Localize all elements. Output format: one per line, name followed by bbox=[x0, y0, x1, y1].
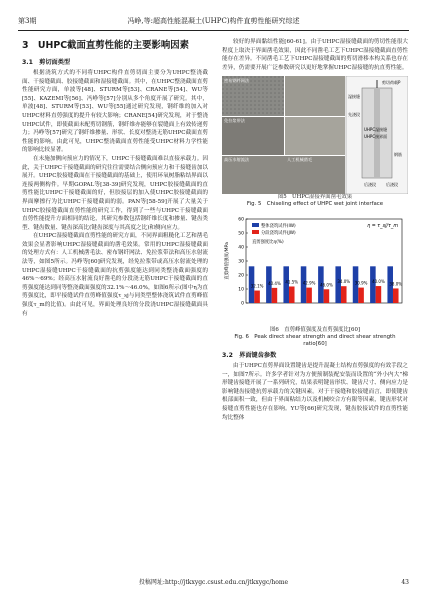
legend-label: 整体浇筑试件(IW) bbox=[261, 224, 296, 230]
left-column bbox=[22, 38, 208, 318]
figure-5-photos bbox=[222, 76, 408, 194]
panel-label: 密布钢纤网法 bbox=[224, 78, 250, 84]
page-header bbox=[18, 14, 409, 28]
right-column bbox=[222, 38, 408, 422]
ratio-label: 38.0% bbox=[389, 281, 403, 287]
formula: η = τ_sj/τ_m bbox=[367, 224, 398, 230]
ratio-label: 40.0% bbox=[372, 279, 385, 285]
paragraph: 根据浇筑方式的不同将UHPC构件直剪切面主要分为UHPC整浇截面、干接缝截面、胶接缝截面和湿接缝截面。其中，在UHPC整浇截面直剪性能研究方面，单波等[48]、STURM等[53]、CRANE等[54]、WU等[55]、KAZEMI等[56]、冯峥等[57]分别从多个角度开展了研究。其中，单波[48]、STURM等[53]、WU等[55]通过研究发现，钢纤维的加入对UHPC材料直剪强度的提升有较大影响；CRANE[54]研究发现，对于整浇UHPC试件，即使截面未配剪切钢筋，钢纤维亦能够在裂缝面上有效传递剪力；冯峥等[57]研究了钢纤维掺量、形状、长度对整浇无筋UHPC截面直剪性能的影响。由此可见，UHPC整浇截面直剪性能受UHPC材料力学性能的影响比较显著。 bbox=[22, 70, 208, 154]
panel-label: 免拉浆带法 bbox=[224, 118, 245, 124]
ratio-label: 32.1% bbox=[250, 283, 264, 289]
y-tick-label: 30 bbox=[238, 259, 244, 265]
ratio-label: 34.0% bbox=[337, 279, 351, 285]
diagram-label: 后浇段 bbox=[386, 182, 398, 188]
figure-5-image bbox=[222, 76, 408, 194]
page-number: 43 bbox=[401, 579, 409, 586]
diagram-label: 先浇段 bbox=[348, 112, 360, 118]
figure-6-caption-cn: 图6 直剪峰值强度及直剪强度比[60] bbox=[270, 326, 360, 333]
bar bbox=[289, 287, 295, 304]
figure-5-caption-en: Fig. 5 Chiseling effect of UHPC wet joint interface bbox=[246, 201, 384, 208]
paragraph: 在UHPC湿接缝截面直剪性能的研究方面，不同界面粗糙化工艺和凿毛效果会显著影响UHPC湿接缝截面的凿毛效果。常用的UHPC湿接缝截面的处理方式有：人工机械凿毛法、密布钢纤网法、免拉浆带法和高压水射流法等，如图5所示。冯峥等[60]研究发现，经免拉浆带或高压水射流处理的UHPC湿接缝UHPC干接缝截面的抗剪强度能达到同类整浇截面强度的46%～69%；经高压水射流良好凿毛的分段浇无筋UHPC干接缝截面的直剪强度能达到同等整浇截面强度的32.1%～46.0%，如图6所示(图中η为直剪强度比，即平接缝试件直剪峰值强度τ_sj与同类型整体浇筑试件直剪峰值强度τ_m的比值)。由此可见，界面处理良好的分段浇UHPC湿接缝截面具有 bbox=[22, 233, 208, 317]
figure-6-caption-en: Fig. 6 Peak direct shear strength and direct shear strength ratio[60] bbox=[234, 333, 396, 347]
bar bbox=[324, 290, 330, 304]
bar bbox=[335, 267, 341, 304]
legend-swatch bbox=[252, 223, 259, 227]
ratio-label: 41.5% bbox=[285, 279, 299, 285]
photo-panel-d bbox=[285, 117, 345, 155]
bar bbox=[341, 287, 347, 304]
journal-issue: 第3期 bbox=[18, 17, 37, 25]
diagram-label: 后浇段 bbox=[364, 182, 376, 188]
y-tick-label: 50 bbox=[238, 231, 244, 237]
diagram-label: 湿接缝 bbox=[348, 94, 360, 100]
section-heading: 3 UHPC截面直剪性能的主要影响因素 bbox=[22, 40, 189, 51]
bar bbox=[370, 267, 376, 304]
panel-label: 高压水射流法 bbox=[224, 157, 250, 163]
legend-label: 分段浇筑试件(JW) bbox=[261, 231, 296, 237]
bar bbox=[272, 288, 278, 303]
figure-5 bbox=[222, 76, 408, 208]
running-title: 冯峥,等:超高性能混凝土(UHPC)构件直剪性能研究综述 bbox=[127, 17, 300, 25]
y-tick-label: 60 bbox=[238, 217, 244, 223]
y-tick-label: 0 bbox=[241, 301, 244, 307]
paragraph: 由于UHPC直剪界面设置键齿是提升混凝土结构直剪强度的有效手段之一，如图7所示。许多学者针对为方便预制装配安装而设置的“外小内大”梯形键齿接缝开展了一系列研究，结果表明键齿形状、键齿尺寸、侧向应力是影响键齿接缝抗剪承载力的关键因素。对于干接缝和胶接缝而言，即使键齿根部面积一致，但由于界面粘结力以及机械咬合方有限等因素，键齿形状对接缝直剪性能也存在影响。YU等[66]研究发现，键齿胶接试件的直剪性能均比整体 bbox=[222, 362, 408, 421]
ratio-label: 46.0% bbox=[320, 282, 333, 288]
bar bbox=[306, 288, 312, 303]
ratio-label: 42.9% bbox=[302, 280, 316, 286]
subsection-heading: 3.1 剪切面类型 bbox=[22, 59, 71, 66]
bar bbox=[358, 288, 364, 303]
ratio-label: 30.9% bbox=[354, 280, 368, 286]
bar bbox=[283, 267, 289, 304]
photo-panel-b bbox=[285, 76, 345, 116]
annotation-label: 直剪强度比η(%) bbox=[252, 240, 284, 246]
subsection-heading: 3.2 界面键齿参数 bbox=[222, 351, 277, 359]
diagram-label: 剪切荷载P bbox=[382, 80, 401, 86]
panel-label: 人工机械凿毛 bbox=[287, 157, 313, 163]
submission-url: 投稿网址:http://jtkxygc.csust.edu.cn/jtkxygc/home bbox=[138, 579, 289, 586]
y-tick-label: 40 bbox=[238, 245, 244, 251]
y-tick-label: 20 bbox=[238, 273, 244, 279]
figure-6 bbox=[222, 211, 408, 348]
header-rule bbox=[18, 30, 409, 31]
diagram-label: UHPC接界面 bbox=[364, 134, 388, 140]
legend-swatch bbox=[252, 230, 259, 234]
paragraph: 在未施加侧向预应力的情况下，UHPC干接缝截面难以直接承载力。因此，关于UHPC干接缝截面的研究往往需要结合侧向预应力和干接缝齿加以展开。UHPC胶接缝截面在干接缝截面的基础上，使用环氧树脂粘结界面以连接两侧构件。早期GOPAL等[38-39]研究发现，UHPC胶接缝截面的直剪性能比UHPC干接缝截面的好，但胶接层的加入使UHPC胶接缝截面的界面摩擦行为比UHPC干接缝截面的弱。PAN等[58-59]开展了大量关于UHPC胶接缝截面直剪性能的研究工作，得到了一些与UHPC干接缝截面直剪性能提升方面相同的结论，其研究参数包括钢纤维长度和掺量、键齿类型、键齿数量、键齿深高比(键齿深度与其高度之比)和侧向应力。 bbox=[22, 155, 208, 231]
bar bbox=[393, 289, 399, 304]
y-axis-label: 直剪峰值强度/MPa bbox=[225, 242, 230, 281]
diagram-label: 钢筋 bbox=[394, 152, 402, 158]
y-tick-label: 10 bbox=[238, 287, 244, 293]
bar-chart bbox=[222, 211, 408, 323]
bar bbox=[376, 286, 382, 303]
figure-5-caption-cn: 图5 UHPC湿接界面凿毛效果 bbox=[277, 194, 353, 201]
diagram-label: UHPC湿接缝 bbox=[364, 127, 388, 133]
bar bbox=[254, 291, 260, 303]
paragraph: 较好的界面黏结性能[60-61]。由于UHPC湿接缝截面的剪切性能很大程度上取决于界面凿毛效果，因此不同凿毛工艺下UHPC湿接缝截面直剪性能存在差异。不同凿毛工艺下UHPC湿接缝截面的剪切滑移本构关系也存在差异，仍需要开展广泛参数研究以更好地掌握UHPC湿接缝的抗直剪性能。 bbox=[222, 39, 408, 71]
ratio-label: 40.4% bbox=[268, 281, 281, 287]
